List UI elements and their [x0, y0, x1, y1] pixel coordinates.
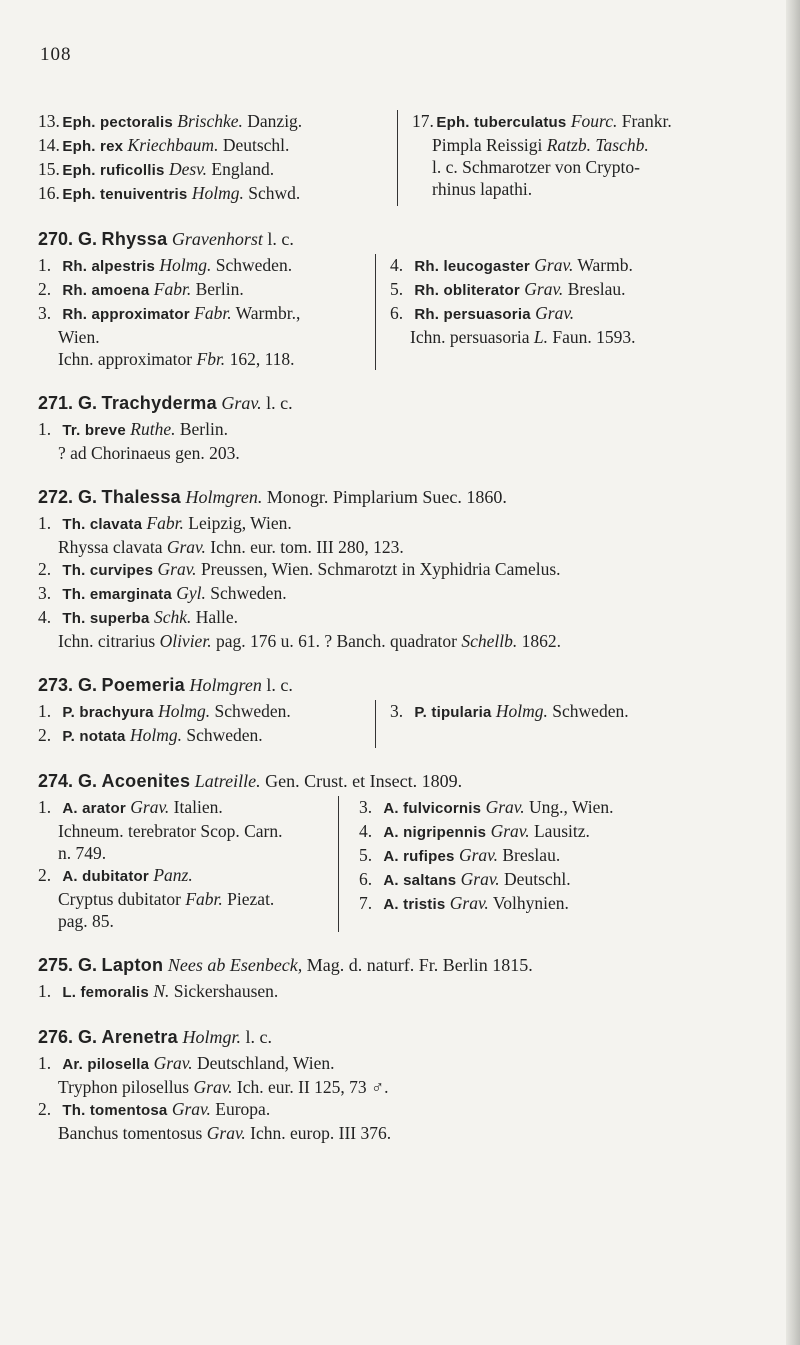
- list-item: 17. Eph. tuberculatus Fourc. Frankr.: [412, 111, 672, 131]
- genus-heading: 271. G. Trachyderma Grav. l. c.: [38, 393, 293, 413]
- genus-heading: 274. G. Acoenites Latreille. Gen. Crust. et Insect. 1809.: [38, 771, 463, 791]
- top-block: [38, 110, 768, 206]
- list-item-continuation: ? ad Chorinaeus gen. 203.: [58, 443, 240, 463]
- list-item-continuation: Banchus tomentosus Grav. Ichn. europ. III 376.: [58, 1123, 392, 1143]
- list-item: 2. A. dubitator Panz.: [38, 865, 193, 885]
- list-item: 14. Eph. rex Kriechbaum. Deutschl.: [38, 135, 290, 155]
- left-column: [38, 700, 376, 748]
- list-item: 15. Eph. ruficollis Desv. England.: [38, 159, 275, 179]
- list-item-continuation: n. 749.: [58, 843, 107, 863]
- list-item-continuation: Wien.: [58, 327, 100, 347]
- list-item: 2. Th. curvipes Grav. Preussen, Wien. Schmarotzt in Xyphidria Camelus.: [38, 559, 561, 579]
- list-item: 1. Tr. breve Ruthe. Berlin.: [38, 419, 228, 439]
- list-item-continuation: pag. 85.: [58, 911, 114, 931]
- list-item-continuation: Pimpla Reissigi Ratzb. Taschb.: [432, 135, 649, 155]
- page-edge-shadow: [786, 0, 800, 1345]
- right-column: [376, 254, 636, 370]
- list-item: 3. Th. emarginata Gyl. Schweden.: [38, 583, 287, 603]
- list-item: 5. A. rufipes Grav. Breslau.: [359, 845, 561, 865]
- list-item: 3. P. tipularia Holmg. Schweden.: [390, 701, 629, 721]
- list-item-continuation: Ichneum. terebrator Scop. Carn.: [58, 821, 283, 841]
- genus-270-species: [38, 254, 768, 370]
- right-column: [376, 700, 629, 748]
- list-item: 1. Th. clavata Fabr. Leipzig, Wien.: [38, 513, 292, 533]
- top-right-column: [398, 110, 672, 206]
- left-column: [38, 796, 339, 932]
- list-item-continuation: Cryptus dubitator Fabr. Piezat.: [58, 889, 275, 909]
- list-item: 3. A. fulvicornis Grav. Ung., Wien.: [359, 797, 614, 817]
- genus-heading: 272. G. Thalessa Holmgren. Monogr. Pimplarium Suec. 1860.: [38, 487, 507, 507]
- list-item: 6. Rh. persuasoria Grav.: [390, 303, 575, 323]
- genus-heading: 276. G. Arenetra Holmgr. l. c.: [38, 1027, 272, 1047]
- list-item: 16. Eph. tenuiventris Holmg. Schwd.: [38, 183, 301, 203]
- list-item-continuation: Ichn. approximator Fbr. 162, 118.: [58, 349, 295, 369]
- list-item: 2. Th. tomentosa Grav. Europa.: [38, 1099, 271, 1119]
- right-column: [339, 796, 614, 932]
- list-item-continuation: Tryphon pilosellus Grav. Ich. eur. II 125, 73 ♂.: [58, 1077, 389, 1097]
- list-item: 1. A. arator Grav. Italien.: [38, 797, 223, 817]
- list-item-continuation: l. c. Schmarotzer von Crypto-: [432, 157, 641, 177]
- list-item-continuation: rhinus lapathi.: [432, 179, 533, 199]
- list-item: 2. Rh. amoena Fabr. Berlin.: [38, 279, 244, 299]
- list-item-continuation: Rhyssa clavata Grav. Ichn. eur. tom. III 280, 123.: [58, 537, 404, 557]
- list-item-continuation: Ichn. persuasoria L. Faun. 1593.: [410, 327, 636, 347]
- genus-heading: 275. G. Lapton Nees ab Esenbeck, Mag. d. naturf. Fr. Berlin 1815.: [38, 955, 533, 975]
- list-item: 13. Eph. pectoralis Brischke. Danzig.: [38, 111, 303, 131]
- list-item: 4. Rh. leucogaster Grav. Warmb.: [390, 255, 633, 275]
- list-item: 7. A. tristis Grav. Volhynien.: [359, 893, 569, 913]
- list-item: 4. Th. superba Schk. Halle.: [38, 607, 239, 627]
- list-item: 3. Rh. approximator Fabr. Warmbr.,: [38, 303, 301, 323]
- page-content: [38, 110, 768, 1144]
- list-item: 6. A. saltans Grav. Deutschl.: [359, 869, 571, 889]
- list-item: 5. Rh. obliterator Grav. Breslau.: [390, 279, 626, 299]
- list-item: 4. A. nigripennis Grav. Lausitz.: [359, 821, 590, 841]
- list-item: 1. L. femoralis N. Sickershausen.: [38, 981, 279, 1001]
- left-column: [38, 254, 376, 370]
- page-number: 108: [40, 44, 72, 65]
- list-item: 1. Ar. pilosella Grav. Deutschland, Wien.: [38, 1053, 335, 1073]
- genus-273-species: [38, 700, 768, 748]
- list-item: 2. P. notata Holmg. Schweden.: [38, 725, 263, 745]
- genus-274-species: [38, 796, 768, 932]
- list-item-continuation: Ichn. citrarius Olivier. pag. 176 u. 61. ? Banch. quadrator Schellb. 1862.: [58, 631, 562, 651]
- genus-heading: 270. G. Rhyssa Gravenhorst l. c.: [38, 229, 294, 249]
- list-item: 1. P. brachyura Holmg. Schweden.: [38, 701, 291, 721]
- genus-heading: 273. G. Poemeria Holmgren l. c.: [38, 675, 293, 695]
- top-left-column: [38, 110, 398, 206]
- list-item: 1. Rh. alpestris Holmg. Schweden.: [38, 255, 293, 275]
